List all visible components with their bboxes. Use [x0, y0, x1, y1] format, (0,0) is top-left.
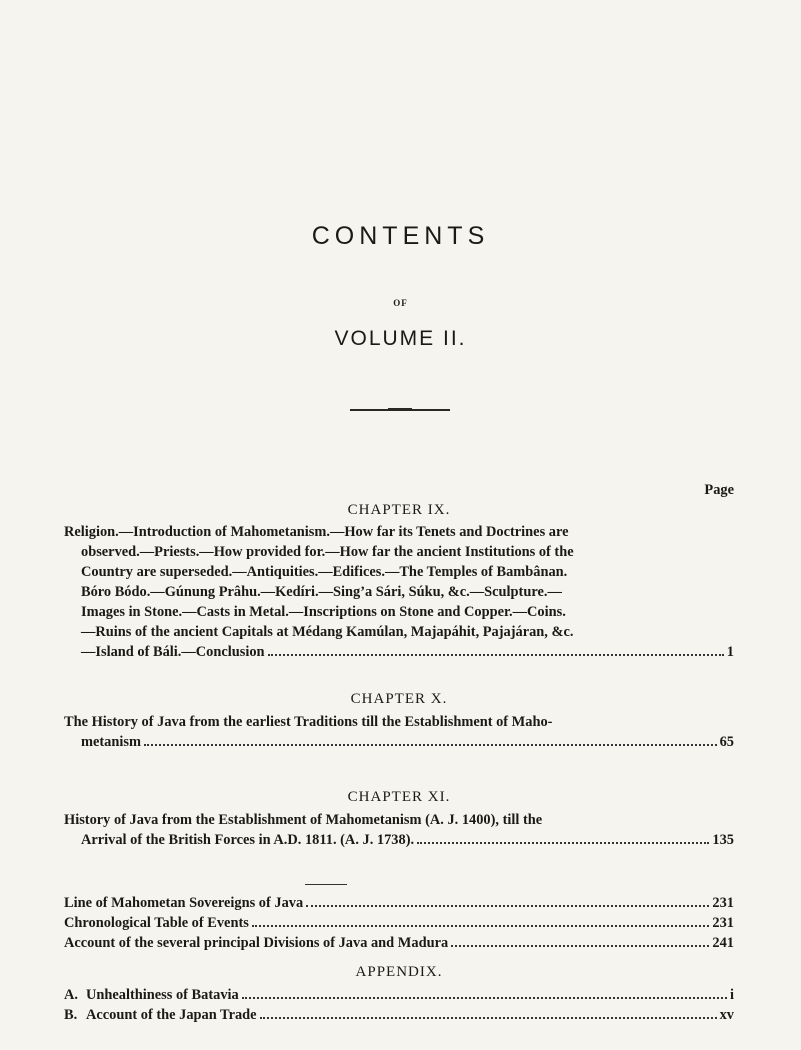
chapter-heading: CHAPTER X. — [350, 691, 448, 707]
entry-line: Images in Stone.—Casts in Metal.—Inscriptions on Stone and Copper.—Coins. — [81, 604, 566, 620]
title-of: OF — [393, 298, 408, 308]
chapter-heading: CHAPTER XI. — [347, 789, 451, 805]
appendix-heading: APPENDIX. — [355, 964, 443, 980]
entry-leader-line — [64, 732, 734, 752]
entry-label: Unhealthiness of Batavia — [86, 987, 239, 1003]
dot-leader — [417, 842, 709, 844]
dot-leader — [451, 945, 709, 947]
entry-last-line: —Island of Báli.—Conclusion — [81, 644, 265, 660]
section-divider — [305, 884, 347, 885]
dot-leader — [268, 654, 724, 656]
chapter-entry — [64, 810, 734, 850]
ornamental-rule — [350, 409, 450, 411]
extra-entry — [64, 913, 734, 933]
dot-leader — [242, 997, 727, 999]
extras-entries — [64, 893, 734, 953]
appendix-letter: A. — [64, 987, 78, 1003]
volume-title: VOLUME II. — [334, 327, 467, 350]
page-number: 231 — [712, 895, 734, 911]
chapter-entry — [64, 712, 734, 752]
entry-label: Chronological Table of Events — [64, 915, 249, 931]
entry-line: observed.—Priests.—How provided for.—How far the ancient Institutions of the — [81, 544, 574, 560]
dot-leader — [252, 925, 710, 927]
page-number: xv — [719, 1007, 734, 1023]
appendix-entries — [64, 985, 734, 1025]
entry-leader-line — [64, 642, 734, 662]
page-number: 241 — [712, 935, 734, 951]
extra-entry — [64, 933, 734, 953]
page-number: 135 — [712, 832, 734, 848]
appendix-entry — [64, 985, 734, 1005]
entry-line: Bóro Bódo.—Gúnung Prâhu.—Kedíri.—Sing’a Sári, Súku, &c.—Sculpture.— — [81, 584, 562, 600]
entry-line: The History of Java from the earliest Traditions till the Establishment of Maho- — [64, 714, 553, 730]
appendix-entry — [64, 1005, 734, 1025]
entry-last-line: Arrival of the British Forces in A.D. 1811. (A. J. 1738). — [81, 832, 415, 848]
entry-label: Line of Mahometan Sovereigns of Java — [64, 895, 304, 911]
chapter-heading: CHAPTER IX. — [347, 502, 451, 518]
dot-leader — [306, 905, 709, 907]
page-number: 65 — [719, 734, 734, 750]
dot-leader — [260, 1017, 717, 1019]
page-number: 231 — [712, 915, 734, 931]
dot-leader — [144, 744, 717, 746]
page-column-label: Page — [704, 482, 734, 498]
entry-label: Account of the several principal Divisions of Java and Madura — [64, 935, 449, 951]
entry-line: History of Java from the Establishment of Mahometanism (A. J. 1400), till the — [64, 812, 543, 828]
chapter-entry — [64, 522, 734, 662]
entry-leader-line — [64, 830, 734, 850]
page-number: i — [730, 987, 734, 1003]
page-number: 1 — [726, 644, 734, 660]
page-title: CONTENTS — [311, 222, 490, 250]
appendix-letter: B. — [64, 1007, 78, 1023]
entry-line: Religion.—Introduction of Mahometanism.—How far its Tenets and Doctrines are — [64, 524, 569, 540]
entry-last-line: metanism — [81, 734, 141, 750]
extra-entry — [64, 893, 734, 913]
entry-line: Country are superseded.—Antiquities.—Edifices.—The Temples of Bambânan. — [81, 564, 568, 580]
entry-line: —Ruins of the ancient Capitals at Médang Kamúlan, Majapáhit, Pajajáran, &c. — [81, 624, 574, 640]
entry-label: Account of the Japan Trade — [86, 1007, 257, 1023]
